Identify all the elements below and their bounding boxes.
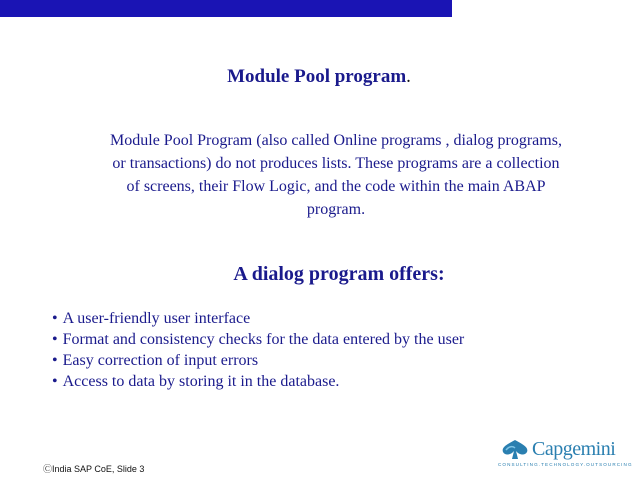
capgemini-logo bbox=[498, 438, 633, 468]
bullet-list bbox=[52, 308, 464, 392]
bullet-item: • Access to data by storing it in the database. bbox=[52, 371, 464, 392]
title-text: Module Pool program bbox=[227, 66, 407, 87]
slide-title bbox=[0, 66, 638, 88]
bullet-item: • A user-friendly user interface bbox=[52, 308, 464, 329]
logo-wordmark: Capgemini bbox=[532, 438, 616, 460]
intro-line: or transactions) do not produces lists. These programs are a collection bbox=[112, 155, 560, 172]
intro-line: of screens, their Flow Logic, and the code within the main ABAP bbox=[126, 178, 546, 195]
slide-footer: ⒸIndia SAP CoE, Slide 3 bbox=[43, 464, 145, 474]
intro-line: Module Pool Program (also called Online programs , dialog programs, bbox=[110, 132, 562, 149]
header-bar bbox=[0, 0, 452, 17]
slide-subtitle: A dialog program offers: bbox=[233, 263, 445, 285]
intro-paragraph bbox=[72, 129, 600, 221]
logo-tagline: CONSULTING.TECHNOLOGY.OUTSOURCING bbox=[498, 462, 633, 467]
bullet-item: • Easy correction of input errors bbox=[52, 350, 464, 371]
spade-icon bbox=[498, 438, 532, 460]
intro-line: program. bbox=[306, 201, 366, 218]
title-period: . bbox=[406, 66, 411, 87]
bullet-item: • Format and consistency checks for the data entered by the user bbox=[52, 329, 464, 350]
